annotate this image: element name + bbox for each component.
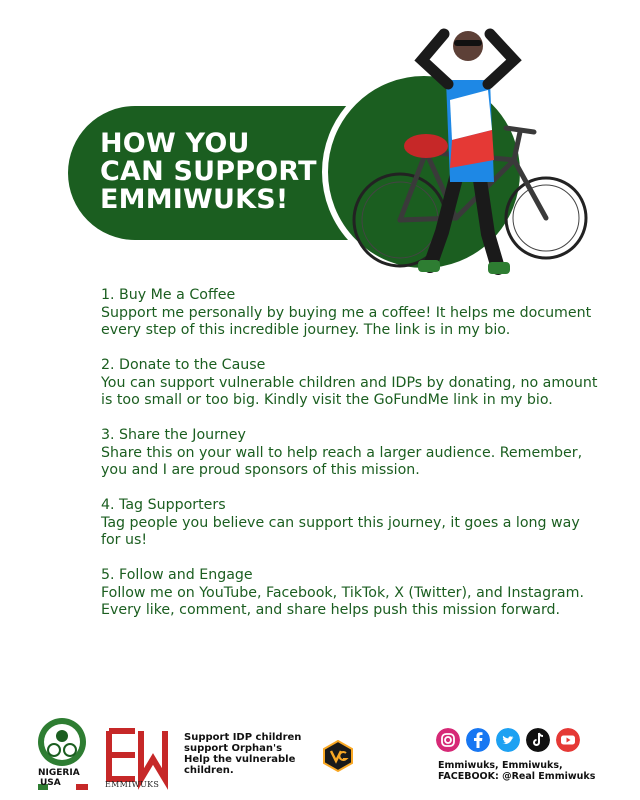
twitter-icon[interactable] (496, 728, 520, 752)
item-body: You can support vulnerable children and IDPs by donating, no amount is too small or too big. Kindly visit the GoFundMe link in my bio. (101, 374, 598, 408)
page-title-line: HOW YOU (100, 128, 250, 159)
youtube-icon[interactable] (556, 728, 580, 752)
tiktok-icon[interactable] (526, 728, 550, 752)
facebook-icon[interactable] (466, 728, 490, 752)
instagram-icon[interactable] (436, 728, 460, 752)
support-line: Support IDP children (184, 732, 302, 743)
handle-line: FACEBOOK: @Real Emmiwuks (438, 771, 596, 782)
support-line: support Orphan's (184, 743, 283, 754)
list-item (101, 497, 601, 550)
item-title: 2. Donate to the Cause (101, 357, 266, 373)
logo-text: USA (40, 778, 61, 788)
page-title-line: CAN SUPPORT (100, 156, 317, 187)
logo-text: NIGERIA (38, 768, 80, 778)
support-list (101, 287, 601, 637)
support-line: Help the vulnerable (184, 754, 296, 765)
list-item (101, 287, 601, 340)
item-title: 4. Tag Supporters (101, 497, 226, 513)
item-body: Follow me on YouTube, Facebook, TikTok, X (Twitter), and Instagram. Every like, comment, and share helps push this mission forward. (101, 584, 584, 618)
item-title: 3. Share the Journey (101, 427, 246, 443)
item-body: Share this on your wall to help reach a larger audience. Remember, you and I are proud sponsors of this mission. (101, 444, 583, 478)
item-body: Tag people you believe can support this journey, it goes a long way for us! (101, 514, 580, 548)
logo-wordmark: EMMIWUKS (105, 780, 160, 789)
item-body: Support me personally by buying me a coffee! It helps me document every step of this incredible journey. The link is in my bio. (101, 304, 592, 338)
social-handles (438, 760, 618, 782)
list-item (101, 427, 601, 480)
list-item (101, 567, 601, 620)
item-title: 5. Follow and Engage (101, 567, 253, 583)
handle-line: Emmiwuks, Emmiwuks, (438, 760, 563, 771)
item-title: 1. Buy Me a Coffee (101, 287, 236, 303)
support-message (184, 732, 324, 776)
page-title-line: EMMIWUKS! (100, 184, 289, 215)
page-title (100, 130, 340, 214)
cyclist-illustration (338, 20, 598, 290)
vg-graphics-badge-icon (322, 740, 354, 772)
footer (0, 710, 640, 800)
support-line: children. (184, 765, 234, 776)
list-item (101, 357, 601, 410)
